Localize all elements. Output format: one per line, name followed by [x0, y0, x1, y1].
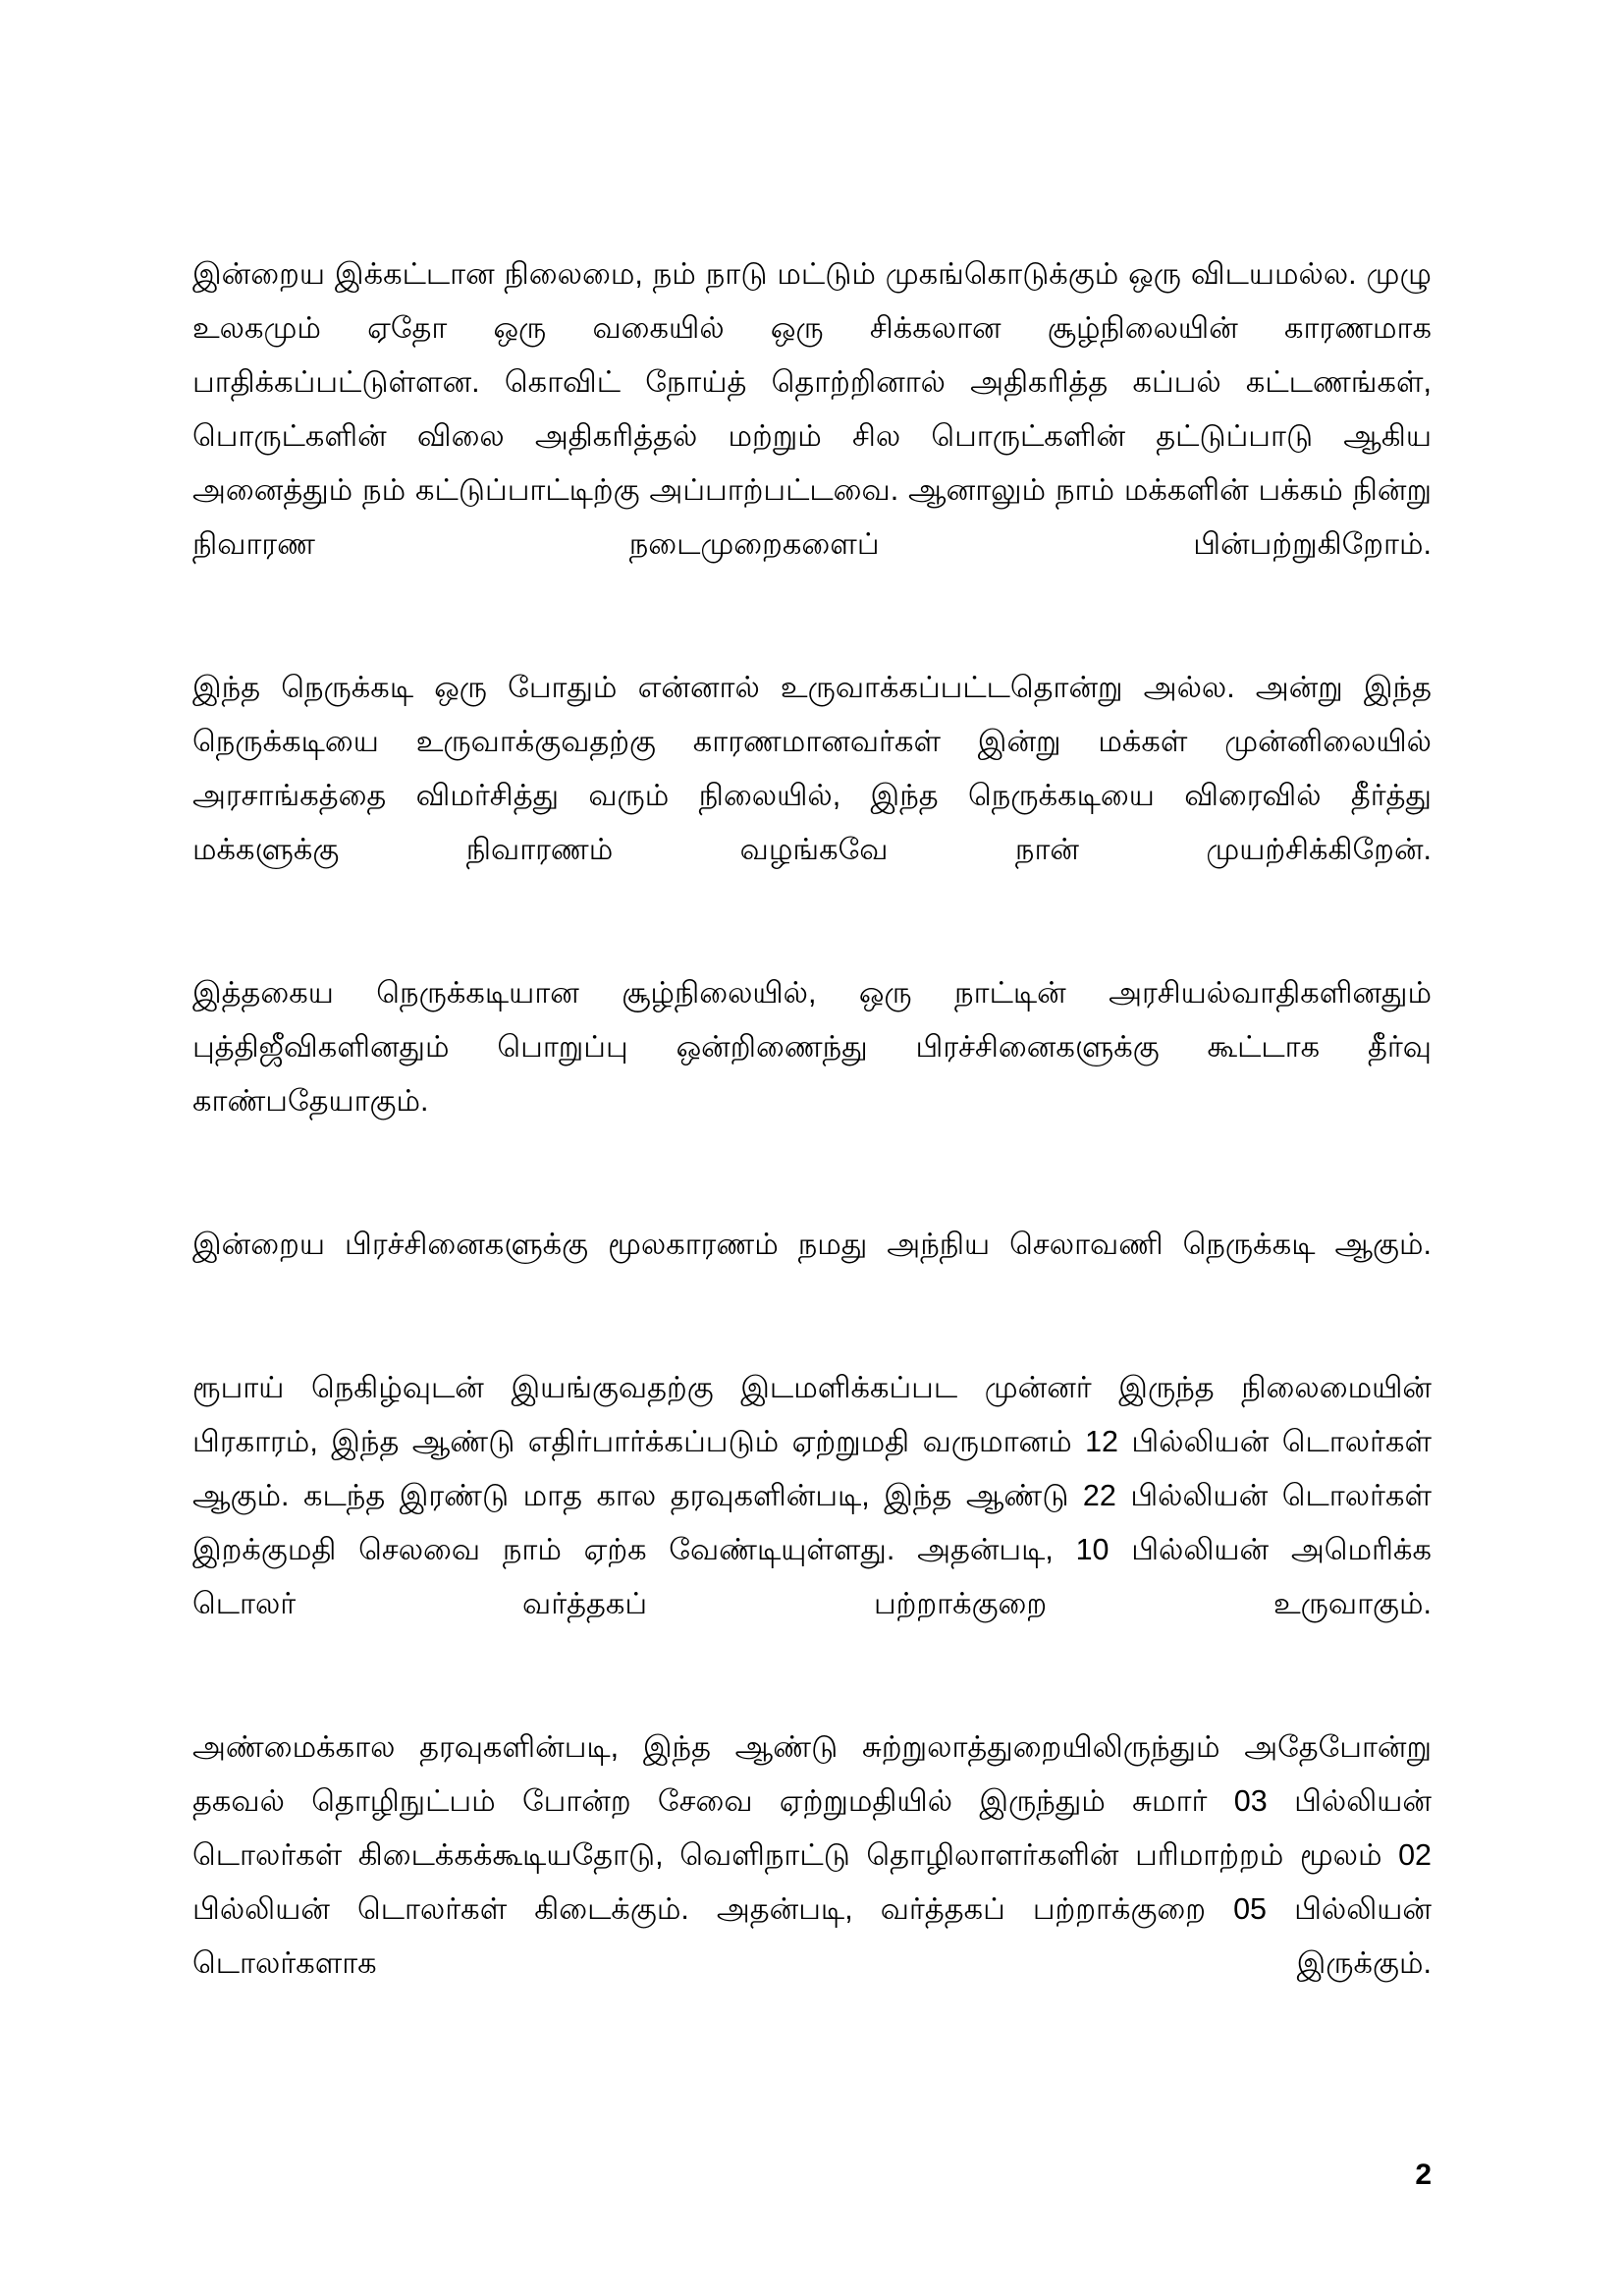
page-number: 2 [1415, 2159, 1432, 2191]
paragraph-3: இத்தகைய நெருக்கடியான சூழ்நிலையில், ஒரு நாட்டின் அரசியல்வாதிகளினதும் புத்திஜீவிகளினதும் பொறுப்பு ஒன்றிணைந்து பிரச்சினைகளுக்கு கூட்டாக தீர்வு காண்பதேயாகும். [192, 976, 1432, 1118]
paragraph-4: இன்றைய பிரச்சினைகளுக்கு மூலகாரணம் நமது அந்நிய செலாவணி நெருக்கடி ஆகும். [192, 1228, 1432, 1261]
paragraph-5: ரூபாய் நெகிழ்வுடன் இயங்குவதற்கு இடமளிக்கப்பட முன்னர் இருந்த நிலைமையின் பிரகாரம், இந்த ஆண்டு எதிர்பார்க்கப்படும் ஏற்றுமதி வருமானம் 12 பில்லியன் டொலர்கள் ஆகும். கடந்த இரண்டு மாத கால தரவுகளின்படி, இந்த ஆண்டு 22 பில்லியன் டொலர்கள் இறக்குமதி செலவை நாம் ஏற்க வேண்டியுள்ளது. அதன்படி, 10 பில்லியன் அமெரிக்க டொலர் வர்த்தகப் பற்றாக்குறை உருவாகும். [192, 1371, 1432, 1620]
page-body [192, 247, 1432, 2080]
paragraph-6: அண்மைக்கால தரவுகளின்படி, இந்த ஆண்டு சுற்றுலாத்துறையிலிருந்தும் அதேபோன்று தகவல் தொழிநுட்பம் போன்ற சேவை ஏற்றுமதியில் இருந்தும் சுமார் 03 பில்லியன் டொலர்கள் கிடைக்கக்கூடியதோடு, வெளிநாட்டு தொழிலாளர்களின் பரிமாற்றம் மூலம் 02 பில்லியன் டொலர்கள் கிடைக்கும். அதன்படி, வர்த்தகப் பற்றாக்குறை 05 பில்லியன் டொலர்களாக இருக்கும். [192, 1730, 1432, 1980]
paragraph-2: இந்த நெருக்கடி ஒரு போதும் என்னால் உருவாக்கப்பட்டதொன்று அல்ல. அன்று இந்த நெருக்கடியை உருவாக்குவதற்கு காரணமானவர்கள் இன்று மக்கள் முன்னிலையில் அரசாங்கத்தை விமர்சித்து வரும் நிலையில், இந்த நெருக்கடியை விரைவில் தீர்த்து மக்களுக்கு நிவாரணம் வழங்கவே நான் முயற்சிக்கிறேன். [192, 671, 1432, 866]
paragraph-1: இன்றைய இக்கட்டான நிலைமை, நம் நாடு மட்டும் முகங்கொடுக்கும் ஒரு விடயமல்ல. முழு உலகமும் ஏதோ ஒரு வகையில் ஒரு சிக்கலான சூழ்நிலையின் காரணமாக பாதிக்கப்பட்டுள்ளன. கொவிட் நோய்த் தொற்றினால் அதிகரித்த கப்பல் கட்டணங்கள், பொருட்களின் விலை அதிகரித்தல் மற்றும் சில பொருட்களின் தட்டுப்பாடு ஆகிய அனைத்தும் நம் கட்டுப்பாட்டிற்கு அப்பாற்பட்டவை. ஆனாலும் நாம் மக்களின் பக்கம் நின்று நிவாரண நடைமுறைகளைப் பின்பற்றுகிறோம். [192, 257, 1432, 561]
